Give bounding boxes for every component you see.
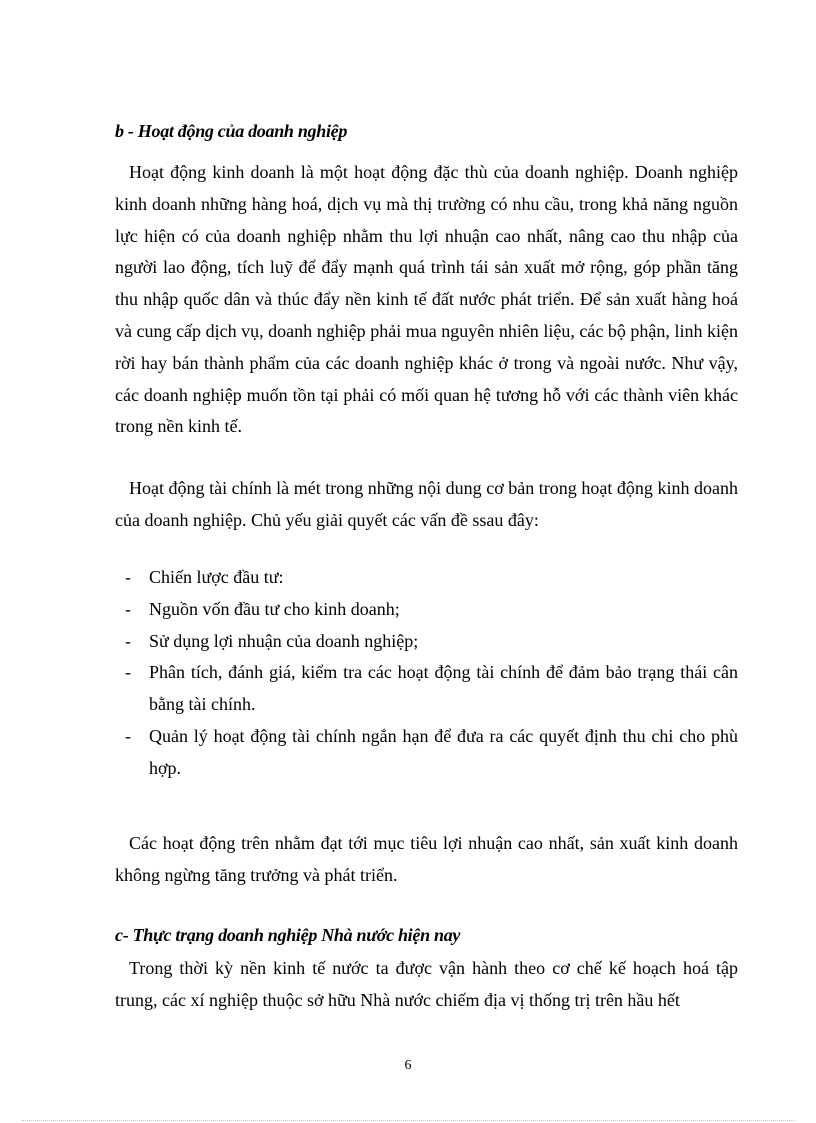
page-bottom-divider — [22, 1120, 794, 1121]
list-item — [115, 626, 738, 658]
list-item — [115, 562, 738, 594]
section-b-paragraph-1: Hoạt động kinh doanh là một hoạt động đặc thù của doanh nghiệp. Doanh nghiệp kinh doanh những hàng hoá, dịch vụ mà thị trường có nhu cầu, trong khả năng nguồn lực hiện có của doanh nghiệp nhằm thu lợi nhuận cao nhất, nâng cao thu nhập của người lao động, tích luỹ để đẩy mạnh quá trình tái sản xuất mở rộng, góp phần tăng thu nhập quốc dân và thúc đẩy nền kinh tế đất nước phát triển. Để sản xuất hàng hoá và cung cấp dịch vụ, doanh nghiệp phải mua nguyên nhiên liệu, các bộ phận, linh kiện rời hay bán thành phẩm của các doanh nghiệp khác ở trong và ngoài nước. Như vậy, các doanh nghiệp muốn tồn tại phải có mối quan hệ tương hỗ với các thành viên khác trong nền kinh tế. — [115, 162, 738, 437]
financial-activities-list — [115, 562, 738, 785]
list-bullet: - — [125, 725, 131, 746]
list-bullet: - — [125, 630, 131, 651]
section-b-paragraph-2: Hoạt động tài chính là mét trong những nội dung cơ bản trong hoạt động kinh doanh của doanh nghiệp. Chủ yếu giải quyết các vấn đề ssau đây: — [115, 478, 738, 530]
list-item-text: Quản lý hoạt động tài chính ngắn hạn để đưa ra các quyết định thu chi cho phù hợp. — [149, 725, 738, 778]
page-number: 6 — [404, 1058, 412, 1073]
section-c-paragraph-1: Trong thời kỳ nền kinh tế nước ta được vận hành theo cơ chế kế hoạch hoá tập trung, các xí nghiệp thuộc sở hữu Nhà nước chiếm địa vị thống trị trên hầu hết — [115, 958, 738, 1010]
list-item-text: Sử dụng lợi nhuận của doanh nghiệp; — [149, 630, 419, 651]
list-item-text: Chiến lược đầu tư: — [149, 567, 284, 587]
section-b-paragraph-3: Các hoạt động trên nhằm đạt tới mục tiêu lợi nhuận cao nhất, sản xuất kinh doanh không ngừng tăng trưởng và phát triển. — [115, 833, 738, 885]
list-item-text: Phân tích, đánh giá, kiểm tra các hoạt động tài chính để đảm bảo trạng thái cân bằng tài chính. — [149, 662, 738, 715]
section-b-heading: b - Hoạt động của doanh nghiệp — [115, 121, 348, 141]
list-item — [115, 594, 738, 626]
list-bullet: - — [125, 598, 131, 619]
list-item — [115, 721, 738, 785]
list-item — [115, 657, 738, 721]
list-bullet: - — [125, 662, 131, 683]
section-c-heading: c- Thực trạng doanh nghiệp Nhà nước hiện nay — [115, 925, 461, 945]
list-item-text: Nguồn vốn đầu tư cho kinh doanh; — [149, 598, 400, 619]
list-bullet: - — [125, 567, 131, 587]
